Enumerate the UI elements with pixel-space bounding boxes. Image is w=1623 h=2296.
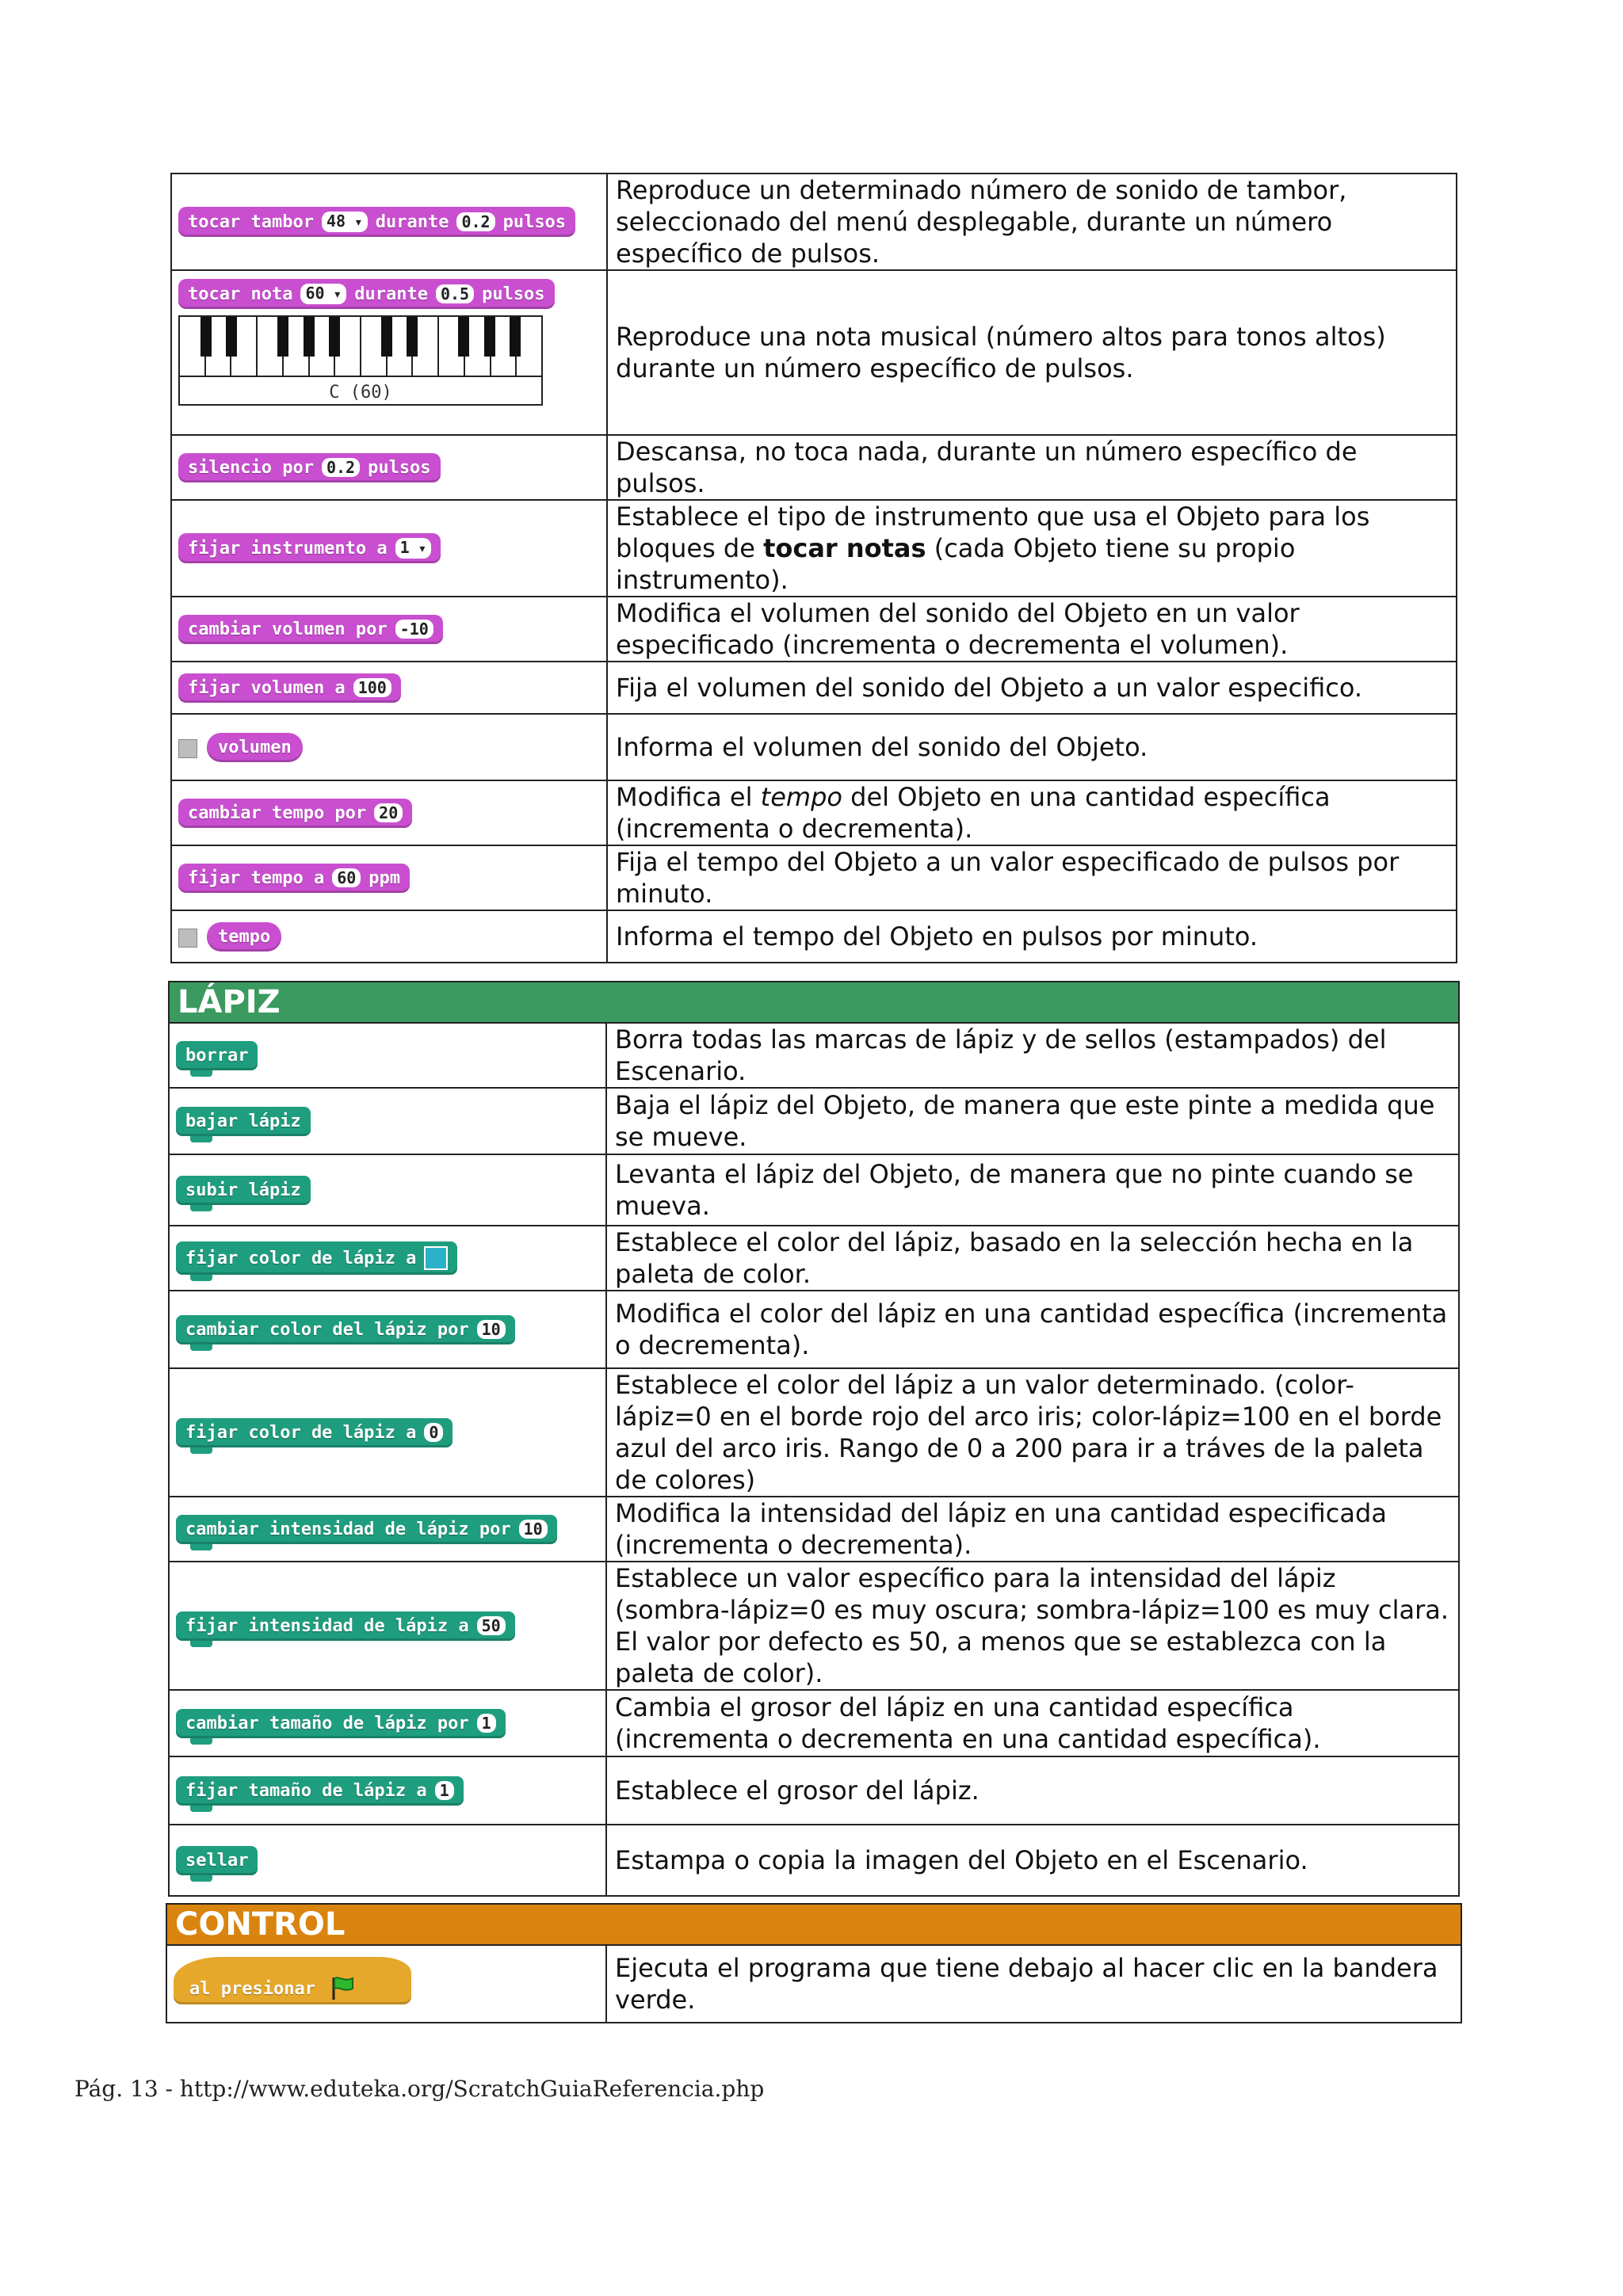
block-cell xyxy=(169,1226,606,1291)
table-row xyxy=(171,174,1457,270)
block-cell xyxy=(171,714,607,780)
table-row xyxy=(171,500,1457,597)
description-cell: Estampa o copia la imagen del Objeto en el Escenario. xyxy=(606,1825,1459,1896)
block-text: pulsos xyxy=(368,457,431,478)
block-text: pulsos xyxy=(502,212,567,232)
block-text: cambiar tempo por xyxy=(188,803,367,823)
block-text: subir lápiz xyxy=(185,1180,301,1200)
script-block[interactable] xyxy=(178,799,412,828)
block-input[interactable]: -10 xyxy=(395,620,433,639)
script-block[interactable] xyxy=(178,279,555,309)
block-text: cambiar color del lápiz por xyxy=(185,1319,469,1340)
block-text: borrar xyxy=(185,1045,249,1066)
table-row xyxy=(169,1226,1459,1291)
script-block[interactable] xyxy=(176,1241,457,1275)
block-cell xyxy=(169,1088,606,1154)
piano-keyboard[interactable] xyxy=(178,315,543,406)
block-input[interactable]: 10 xyxy=(477,1320,506,1339)
block-text: fijar color de lápiz a xyxy=(185,1422,417,1443)
description-cell: Levanta el lápiz del Objeto, de manera que no pinte cuando se mueva. xyxy=(606,1154,1459,1226)
block-input[interactable]: 1 xyxy=(435,1781,454,1800)
block-cell xyxy=(169,1368,606,1497)
description-cell: Reproduce una nota musical (número altos para tonos altos) durante un número específico de pulsos. xyxy=(607,270,1457,435)
block-text: cambiar volumen por xyxy=(188,619,388,639)
table-row xyxy=(169,1690,1459,1756)
piano-black-key[interactable] xyxy=(277,317,288,357)
script-block[interactable] xyxy=(176,1107,311,1136)
description-cell: Informa el tempo del Objeto en pulsos por minuto. xyxy=(607,910,1457,963)
block-input[interactable]: 100 xyxy=(353,678,391,697)
block-cell xyxy=(171,662,607,714)
description-cell: Cambia el grosor del lápiz en una cantidad específica (incrementa o decrementa en una cantidad específica). xyxy=(606,1690,1459,1756)
block-input[interactable]: 60 xyxy=(332,868,361,887)
table-row xyxy=(169,1154,1459,1226)
description-cell: Establece un valor específico para la intensidad del lápiz (sombra-lápiz=0 es muy oscura; sombra-lápiz=100 es muy clara. El valor por defecto es 50, a menos que se establezca con la paleta de color). xyxy=(606,1562,1459,1690)
block-input[interactable]: 20 xyxy=(374,803,403,822)
block-text: durante xyxy=(375,212,449,232)
block-cell xyxy=(169,1291,606,1368)
description-cell: Establece el grosor del lápiz. xyxy=(606,1756,1459,1825)
block-cell xyxy=(171,845,607,910)
checkbox[interactable] xyxy=(178,739,197,758)
piano-black-key[interactable] xyxy=(407,317,418,357)
description-cell: Establece el color del lápiz a un valor determinado. (color-lápiz=0 en el borde rojo del arco iris; color-lápiz=100 en el borde azul del arco iris. Rango de 0 a 200 para ir a tráves de la paleta de colores) xyxy=(606,1368,1459,1497)
piano-black-key[interactable] xyxy=(329,317,340,357)
script-block[interactable] xyxy=(176,1315,515,1344)
piano-black-key[interactable] xyxy=(200,317,212,357)
block-cell xyxy=(171,270,607,435)
table-row xyxy=(171,597,1457,662)
block-text: sellar xyxy=(185,1850,249,1871)
block-cell xyxy=(166,1945,606,2023)
script-block[interactable] xyxy=(178,207,575,237)
color-swatch[interactable] xyxy=(424,1246,448,1270)
description-cell: Descansa, no toca nada, durante un número específico de pulsos. xyxy=(607,435,1457,500)
block-cell xyxy=(171,174,607,270)
block-input[interactable]: 0.2 xyxy=(322,458,360,477)
description-cell: Establece el color del lápiz, basado en la selección hecha en la paleta de color. xyxy=(606,1226,1459,1291)
script-block[interactable] xyxy=(178,453,441,482)
script-block[interactable] xyxy=(178,673,401,703)
script-block[interactable] xyxy=(176,1709,506,1738)
table-row xyxy=(169,1756,1459,1825)
piano-black-key[interactable] xyxy=(458,317,469,357)
block-input[interactable]: 0.2 xyxy=(456,212,495,231)
script-block[interactable] xyxy=(176,1846,258,1875)
script-block[interactable] xyxy=(176,1176,311,1205)
table-row xyxy=(171,270,1457,435)
script-block[interactable] xyxy=(176,1515,557,1544)
script-block[interactable] xyxy=(178,864,410,893)
section-title-pen: LÁPIZ xyxy=(169,982,1459,1023)
script-block[interactable] xyxy=(207,922,281,952)
piano-note-label: C (60) xyxy=(329,383,392,402)
table-row xyxy=(169,1291,1459,1368)
block-text: tocar tambor xyxy=(188,212,314,232)
block-cell xyxy=(169,1690,606,1756)
green-flag-icon xyxy=(329,1974,356,2001)
block-text: bajar lápiz xyxy=(185,1111,301,1131)
block-cell xyxy=(171,597,607,662)
piano-black-key[interactable] xyxy=(304,317,315,357)
table-row xyxy=(171,714,1457,780)
pen-blocks-table xyxy=(168,981,1460,1897)
block-cell xyxy=(169,1154,606,1226)
page-footer: Pág. 13 - http://www.eduteka.org/ScratchGuiaReferencia.php xyxy=(74,2076,765,2102)
table-row xyxy=(169,1562,1459,1690)
script-block[interactable] xyxy=(176,1611,515,1641)
block-cell xyxy=(169,1756,606,1825)
block-text: al presionar xyxy=(189,1979,315,1999)
script-block[interactable] xyxy=(176,1041,258,1070)
block-text: tempo xyxy=(218,926,271,947)
block-dropdown[interactable]: 48 ▾ xyxy=(322,212,368,232)
block-text: fijar volumen a xyxy=(188,677,346,698)
block-input[interactable]: 0.5 xyxy=(436,284,474,303)
description-cell: Fija el volumen del sonido del Objeto a un valor especifico. xyxy=(607,662,1457,714)
table-row xyxy=(171,662,1457,714)
block-cell xyxy=(169,1825,606,1896)
table-row xyxy=(171,435,1457,500)
block-cell xyxy=(169,1023,606,1088)
description-cell: Ejecuta el programa que tiene debajo al hacer clic en la bandera verde. xyxy=(606,1945,1461,2023)
table-row xyxy=(171,780,1457,845)
block-text: fijar color de lápiz a xyxy=(185,1248,417,1268)
block-dropdown[interactable]: 60 ▾ xyxy=(300,284,346,304)
block-text: fijar tempo a xyxy=(188,868,325,888)
script-block[interactable] xyxy=(207,733,303,762)
description-cell: Modifica el tempo del Objeto en una cantidad específica (incrementa o decrementa). xyxy=(607,780,1457,845)
table-row xyxy=(169,1088,1459,1154)
description-cell: Establece el tipo de instrumento que usa el Objeto para los bloques de tocar notas (cada Objeto tiene su propio instrumento). xyxy=(607,500,1457,597)
table-row xyxy=(169,1497,1459,1562)
description-cell: Fija el tempo del Objeto a un valor especificado de pulsos por minuto. xyxy=(607,845,1457,910)
block-input[interactable]: 0 xyxy=(424,1423,443,1442)
block-text: volumen xyxy=(218,737,292,757)
control-blocks-table xyxy=(166,1903,1462,2023)
block-input[interactable]: 50 xyxy=(477,1616,506,1635)
table-row xyxy=(169,1825,1459,1896)
when-flag-clicked-block[interactable] xyxy=(174,1957,411,2004)
description-cell: Modifica la intensidad del lápiz en una cantidad especificada (incrementa o decrementa). xyxy=(606,1497,1459,1562)
block-cell xyxy=(171,500,607,597)
block-text: durante xyxy=(354,284,428,304)
block-text: fijar tamaño de lápiz a xyxy=(185,1780,427,1801)
script-block[interactable] xyxy=(176,1776,464,1806)
sound-blocks-table xyxy=(170,173,1457,963)
block-cell xyxy=(169,1562,606,1690)
checkbox[interactable] xyxy=(178,929,197,948)
block-cell xyxy=(171,910,607,963)
piano-black-key[interactable] xyxy=(510,317,521,357)
block-text: fijar intensidad de lápiz a xyxy=(185,1615,469,1636)
table-row xyxy=(171,910,1457,963)
block-cell xyxy=(171,780,607,845)
description-cell: Informa el volumen del sonido del Objeto. xyxy=(607,714,1457,780)
block-text: cambiar tamaño de lápiz por xyxy=(185,1713,469,1733)
block-cell xyxy=(169,1497,606,1562)
block-text: fijar instrumento a xyxy=(188,538,388,559)
table-row xyxy=(166,1945,1461,2023)
description-cell: Borra todas las marcas de lápiz y de sellos (estampados) del Escenario. xyxy=(606,1023,1459,1088)
block-text: tocar nota xyxy=(188,284,293,304)
script-block[interactable] xyxy=(178,615,443,644)
script-block[interactable] xyxy=(176,1418,453,1447)
piano-black-key[interactable] xyxy=(484,317,495,357)
piano-black-key[interactable] xyxy=(381,317,392,357)
block-text: ppm xyxy=(369,868,401,888)
script-block[interactable] xyxy=(178,533,441,563)
block-dropdown[interactable]: 1 ▾ xyxy=(395,538,432,559)
description-cell: Reproduce un determinado número de sonido de tambor, seleccionado del menú desplegable, durante un número específico de pulsos. xyxy=(607,174,1457,270)
block-text: cambiar intensidad de lápiz por xyxy=(185,1519,511,1539)
block-input[interactable]: 1 xyxy=(477,1714,496,1733)
description-cell: Modifica el volumen del sonido del Objeto en un valor especificado (incrementa o decrementa el volumen). xyxy=(607,597,1457,662)
block-text: pulsos xyxy=(482,284,545,304)
block-text: silencio por xyxy=(188,457,314,478)
table-row xyxy=(169,1368,1459,1497)
block-cell xyxy=(171,435,607,500)
table-row xyxy=(171,845,1457,910)
section-title-control: CONTROL xyxy=(166,1904,1461,1945)
table-row xyxy=(169,1023,1459,1088)
piano-black-key[interactable] xyxy=(226,317,237,357)
block-input[interactable]: 10 xyxy=(519,1520,548,1539)
description-cell: Modifica el color del lápiz en una cantidad específica (incrementa o decrementa). xyxy=(606,1291,1459,1368)
description-cell: Baja el lápiz del Objeto, de manera que este pinte a medida que se mueve. xyxy=(606,1088,1459,1154)
